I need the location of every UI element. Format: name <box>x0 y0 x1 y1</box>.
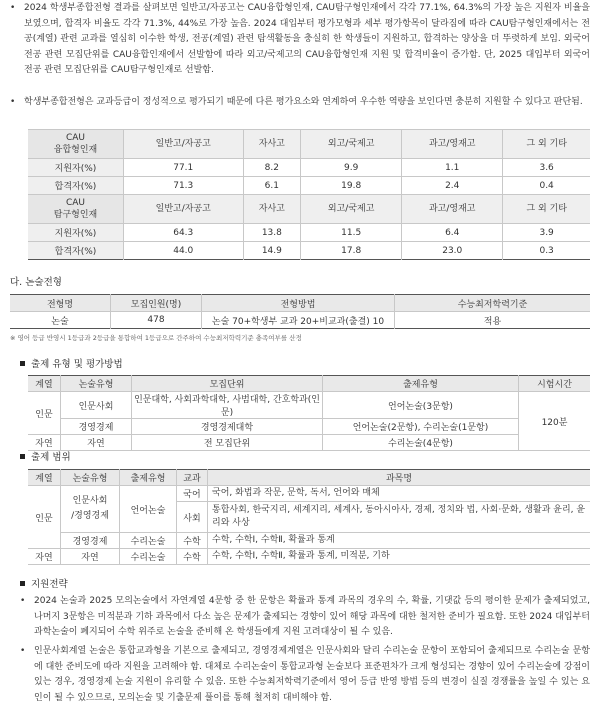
table-cell: 3.6 <box>503 159 590 177</box>
header-cell: 교과 <box>177 470 208 486</box>
table-cell: 인문사회 <box>61 392 132 419</box>
header-cell: 외고/국제고 <box>301 130 402 159</box>
exam-scope-title-row <box>20 449 71 463</box>
table-row <box>28 486 590 502</box>
table-cell: 3.9 <box>503 224 590 242</box>
table-cell: 23.0 <box>402 242 503 260</box>
strategy-title: 지원전략 <box>31 579 68 590</box>
intro-bullet-text: 2024 학생부종합전형 결과를 살펴보면 일반고/자공고는 CAU융합형인재, CAU탐구형인재에서 각각 77.1%, 64.3%의 가장 높은 지원자 비율을 보였으며, 합격자 비율도 각각 71.3%, 44%로 가장 높음. 2024 대입부터 평가모형과 세부 평가항목이 달라짐에 따라 CAU탐구형인재에서는 전공(계열) 관련 교과를 열심히 이수한 학생, 전공(계열) 관련 탐색활동을 충실히 한 학생들이 지원하고, 합격하는 양상을 더 뚜렷하게 보임. 외국어 전공 관련 모집단위를 CAU융합인재에서 선발함에 따라 외고/국제고의 CAU융합형인재 지원 및 합격비율이 증가함. 단, 2025 대입부터 외국어 전공 관련 모집단위를 CAU탐구형인재로 선발함. <box>24 3 590 75</box>
square-bullet-icon <box>20 581 25 586</box>
header-cell: CAU 탐구형인재 <box>28 195 124 224</box>
table-cell: 수학, 수학Ⅰ, 수학Ⅱ, 확률과 통계 <box>208 533 591 549</box>
table-cell: 9.9 <box>301 159 402 177</box>
table-cell: 논술 <box>51 316 69 327</box>
table-cell: 적용 <box>395 312 591 329</box>
table-row <box>28 177 590 195</box>
strategy-bullet-2 <box>20 644 590 706</box>
table-cell: 11.5 <box>301 224 402 242</box>
table-cell: 64.3 <box>124 224 244 242</box>
table-cell: 통합사회, 한국지리, 세계지리, 세계사, 동아시아사, 경제, 정치와 법, 사회·문화, 생활과 윤리, 윤리와 사상 <box>208 502 591 533</box>
table-cell: 13.8 <box>243 224 301 242</box>
row-label: 합격자(%) <box>28 242 124 260</box>
section-d-title: 다. 논술전형 <box>10 277 62 288</box>
row-label: 지원자(%) <box>28 159 124 177</box>
table-header-row <box>28 376 590 392</box>
square-bullet-icon <box>20 454 25 459</box>
table-cell: 언어논술(2문항), 수리논술(1문항) <box>323 419 519 435</box>
table-header-row <box>10 295 590 312</box>
strategy-bullet-text: 인문사회계열 논술은 통합교과형을 기본으로 출제되고, 경영경제계열은 인문사회와 달리 수리논술 문항이 포함되어 출제되므로 수리논술 문항에 대한 준비도에 따라 지원을 고려해야 함. 대체로 수리논술이 통합교과형 논술보다 표준편차가 크게 형성되는 경향이 있어 수리논술에 강점이 있는 경우, 경영경제 논술 지원이 유리할 수 있음. 또한 수능최저학력기준에서 영어 등급 반영 방법 등의 변경이 실질 경쟁률을 높일 수 있는 요인이 될 수 있으므로, 모의논술 및 기출문제 풀이를 통해 철저히 대비해야 함. <box>34 646 590 703</box>
header-cell: 자사고 <box>243 130 301 159</box>
header-cell: 과고/영재고 <box>402 130 503 159</box>
table-row <box>28 419 590 435</box>
table-cell: 수리논술 <box>120 549 177 565</box>
category-cell: 자연 <box>28 549 61 565</box>
table-cell: 국어 <box>177 486 208 502</box>
exam-scope-title: 출제 범위 <box>31 452 71 463</box>
category-cell: 인문 <box>28 486 61 549</box>
time-cell: 120분 <box>519 392 591 451</box>
header-cell: 논술유형 <box>61 470 120 486</box>
header-cell: 과고/영재고 <box>402 195 503 224</box>
header-cell: 수능최저학력기준 <box>395 295 591 312</box>
table-cell: 자연 <box>61 435 132 451</box>
category-cell: 자연 <box>28 435 61 451</box>
table-row <box>28 242 590 260</box>
exam-types-title: 출제 유형 및 평가방법 <box>31 359 123 370</box>
table-row <box>28 435 590 451</box>
table-row <box>28 549 590 565</box>
table-cell: 19.8 <box>301 177 402 195</box>
row-label: 지원자(%) <box>28 224 124 242</box>
exam-types-title-row <box>20 356 123 370</box>
exam-scope-table <box>28 469 590 565</box>
header-cell: 자사고 <box>243 195 301 224</box>
table-cell: 수학, 수학Ⅰ, 수학Ⅱ, 확률과 통계, 미적분, 기하 <box>208 549 591 565</box>
table-cell: 자연 <box>61 549 120 565</box>
table-cell: 44.0 <box>124 242 244 260</box>
header-cell: 논술유형 <box>61 376 132 392</box>
table-cell: 2.4 <box>402 177 503 195</box>
table-header-row <box>28 195 590 224</box>
table-cell: 인문대학, 사회과학대학, 사범대학, 간호학과(인문) <box>132 392 323 419</box>
table-row <box>28 224 590 242</box>
strategy-bullet-1 <box>20 594 590 641</box>
table-cell: 논술 70+학생부 교과 20+비교과(출결) 10 <box>202 312 395 329</box>
strategy-bullet-text: 2024 논술과 2025 모의논술에서 자연계열 4문항 중 한 문항은 확률과 통계 과목의 경우의 수, 확률, 기댓값 등의 평이한 문제가 출제되었고, 나머지 3문항은 미적분과 기하 과목에서 다소 높은 문제가 출제되는 경향이 있어 해당 과목에 대한 철저한 준비가 필요함. 또한 2024 대입부터 과학논술이 폐지되어 수학 위주로 논술을 준비해 온 학생들에게 지원 고려대상이 될 수 있음. <box>34 596 590 637</box>
table-cell: 1.1 <box>402 159 503 177</box>
essay-admission-table <box>10 294 590 329</box>
header-cell: CAU 융합형인재 <box>28 130 124 159</box>
table-cell: 경영경제대학 <box>132 419 323 435</box>
header-cell: 모집인원(명) <box>111 295 202 312</box>
header-cell: 출제유형 <box>120 470 177 486</box>
table-cell: 언어논술(3문항) <box>323 392 519 419</box>
table-cell: 수학 <box>177 533 208 549</box>
header-cell: 그 외 기타 <box>503 195 590 224</box>
bullet-dot: • <box>10 97 16 107</box>
table-cell: 사회 <box>177 502 208 533</box>
header-cell: 계열 <box>28 470 61 486</box>
header-cell: 시험시간 <box>519 376 591 392</box>
table-cell: 71.3 <box>124 177 244 195</box>
exam-types-table <box>28 375 590 451</box>
intro-bullet-text: 학생부종합전형은 교과등급이 정성적으로 평가되기 때문에 다른 평가요소와 연계하여 우수한 역량을 보인다면 충분히 지원할 수 있다고 판단됨. <box>24 97 583 107</box>
table-cell: 수리논술(4문항) <box>323 435 519 451</box>
table-cell: 전 모집단위 <box>132 435 323 451</box>
table-cell: 수리논술 <box>120 533 177 549</box>
bullet-dot: • <box>20 596 26 606</box>
table-cell: 6.1 <box>243 177 301 195</box>
header-cell: 일반고/자공고 <box>124 195 244 224</box>
square-bullet-icon <box>20 361 25 366</box>
intro-bullet-2 <box>10 95 590 111</box>
table-header-row <box>28 470 590 486</box>
strategy-title-row <box>20 576 68 590</box>
header-cell: 그 외 기타 <box>503 130 590 159</box>
table-row <box>28 392 590 419</box>
table-cell: 6.4 <box>402 224 503 242</box>
bullet-dot: • <box>20 646 26 656</box>
header-cell: 외고/국제고 <box>301 195 402 224</box>
applicant-ratio-table <box>28 129 590 260</box>
footnote: ※ 영어 등급 반영시 1등급과 2등급을 통합하여 1등급으로 간주하여 수능최저학력기준 충족여부를 산정 <box>10 334 302 342</box>
table-header-row <box>28 130 590 159</box>
table-row <box>10 312 590 329</box>
table-cell: 8.2 <box>243 159 301 177</box>
table-cell: 0.3 <box>503 242 590 260</box>
header-cell: 전형명 <box>10 295 111 312</box>
table-cell: 경영경제 <box>61 419 132 435</box>
table-cell: 수학 <box>177 549 208 565</box>
header-cell: 계열 <box>28 376 61 392</box>
table-cell: 17.8 <box>301 242 402 260</box>
table-cell: 478 <box>111 312 202 329</box>
category-cell: 인문 <box>28 392 61 435</box>
table-cell: 인문사회 /경영경제 <box>61 486 120 533</box>
table-cell: 언어논술 <box>120 486 177 533</box>
header-cell: 모집단위 <box>132 376 323 392</box>
table-cell: 국어, 화법과 작문, 문학, 독서, 언어와 매체 <box>208 486 591 502</box>
header-cell: 출제유형 <box>323 376 519 392</box>
row-label: 합격자(%) <box>28 177 124 195</box>
table-cell: 경영경제 <box>61 533 120 549</box>
table-row <box>28 533 590 549</box>
table-cell: 14.9 <box>243 242 301 260</box>
header-cell: 일반고/자공고 <box>124 130 244 159</box>
intro-bullet-1 <box>10 1 590 79</box>
header-cell: 전형방법 <box>202 295 395 312</box>
table-cell: 0.4 <box>503 177 590 195</box>
header-cell: 과목명 <box>208 470 591 486</box>
table-cell: 77.1 <box>124 159 244 177</box>
bullet-dot: • <box>10 3 16 13</box>
table-row <box>28 159 590 177</box>
